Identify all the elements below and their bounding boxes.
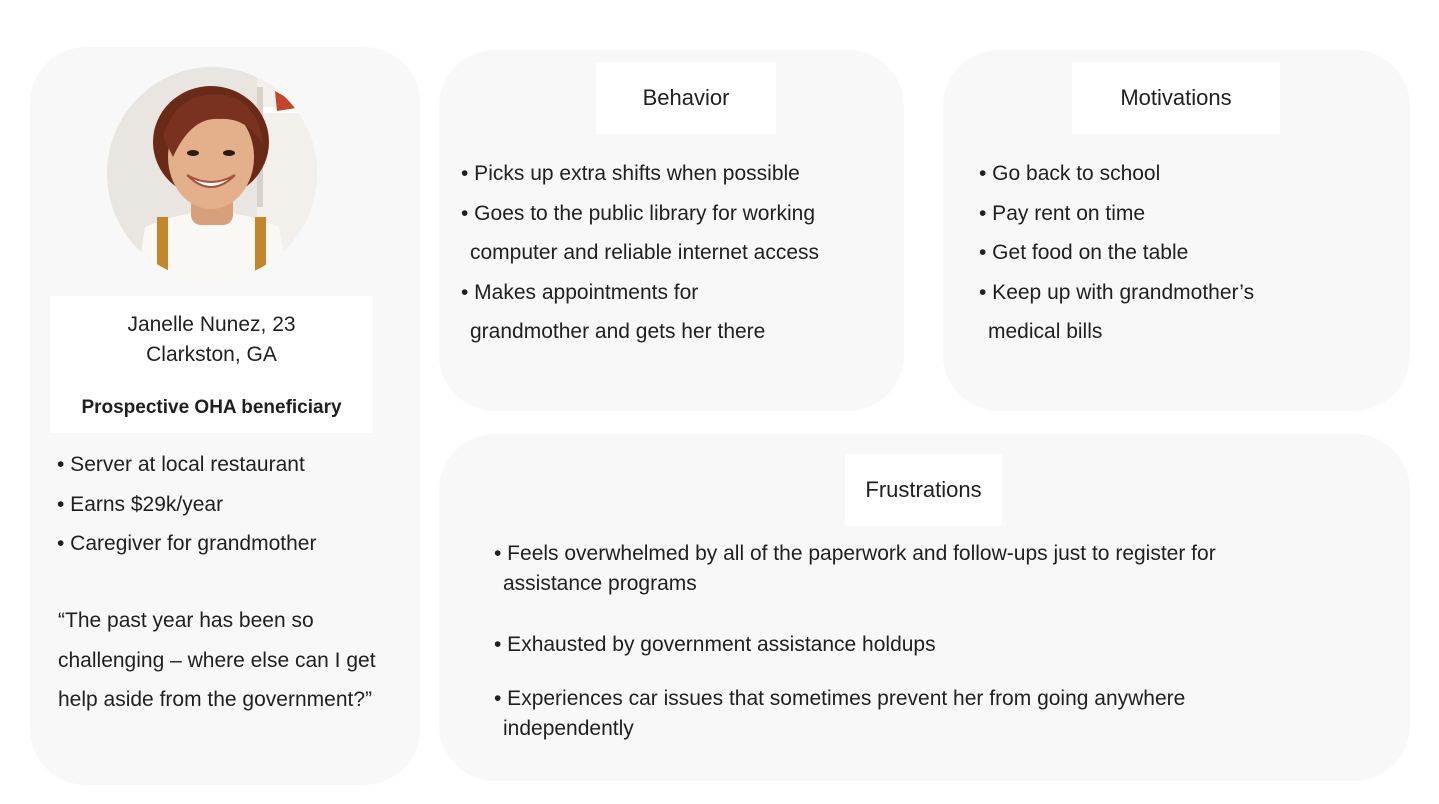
motivations-card: [943, 50, 1410, 411]
profile-facts-list: [57, 445, 316, 564]
motivations-list: [979, 154, 1254, 352]
list-item: • Caregiver for grandmother: [57, 532, 317, 555]
profile-location: Clarkston, GA: [146, 343, 277, 366]
profile-photo: [107, 67, 317, 280]
motivations-title: Motivations: [1072, 62, 1280, 134]
profile-card: [30, 47, 420, 785]
list-item: • Get food on the table: [979, 241, 1189, 264]
behavior-title: Behavior: [596, 62, 776, 134]
list-item: • Feels overwhelmed by all of the paperwork and follow-ups just to register for: [494, 542, 1216, 565]
list-item: • Exhausted by government assistance holdups: [494, 633, 936, 656]
person-avatar-illustration: [107, 67, 317, 280]
profile-identity-box: [50, 296, 373, 433]
frustrations-title: Frustrations: [845, 454, 1002, 526]
list-item: • Pay rent on time: [979, 201, 1146, 225]
list-item-continuation: independently: [503, 717, 634, 740]
list-item-continuation: computer and reliable internet access: [470, 241, 820, 264]
frustrations-card: [439, 434, 1410, 781]
profile-role: Prospective OHA beneficiary: [81, 397, 342, 418]
list-item: • Picks up extra shifts when possible: [461, 162, 800, 185]
list-item-continuation: assistance programs: [503, 572, 697, 595]
list-item: • Server at local restaurant: [57, 453, 305, 476]
list-item: • Earns $29k/year: [57, 492, 224, 516]
frustrations-list: [494, 539, 1334, 744]
list-item: • Keep up with grandmother’s: [979, 280, 1255, 304]
list-item: • Makes appointments for: [461, 280, 699, 304]
list-item-continuation: grandmother and gets her there: [470, 320, 766, 343]
behavior-card: [439, 50, 904, 411]
profile-name-age: Janelle Nunez, 23: [127, 313, 296, 336]
list-item: • Experiences car issues that sometimes prevent her from going anywhere: [494, 687, 1186, 710]
list-item: • Goes to the public library for working: [461, 201, 816, 225]
list-item-continuation: medical bills: [988, 320, 1103, 343]
list-item: • Go back to school: [979, 162, 1161, 185]
behavior-list: [461, 154, 819, 352]
profile-quote: “The past year has been so challenging – where else can I get help aside from the government?”: [58, 609, 376, 711]
